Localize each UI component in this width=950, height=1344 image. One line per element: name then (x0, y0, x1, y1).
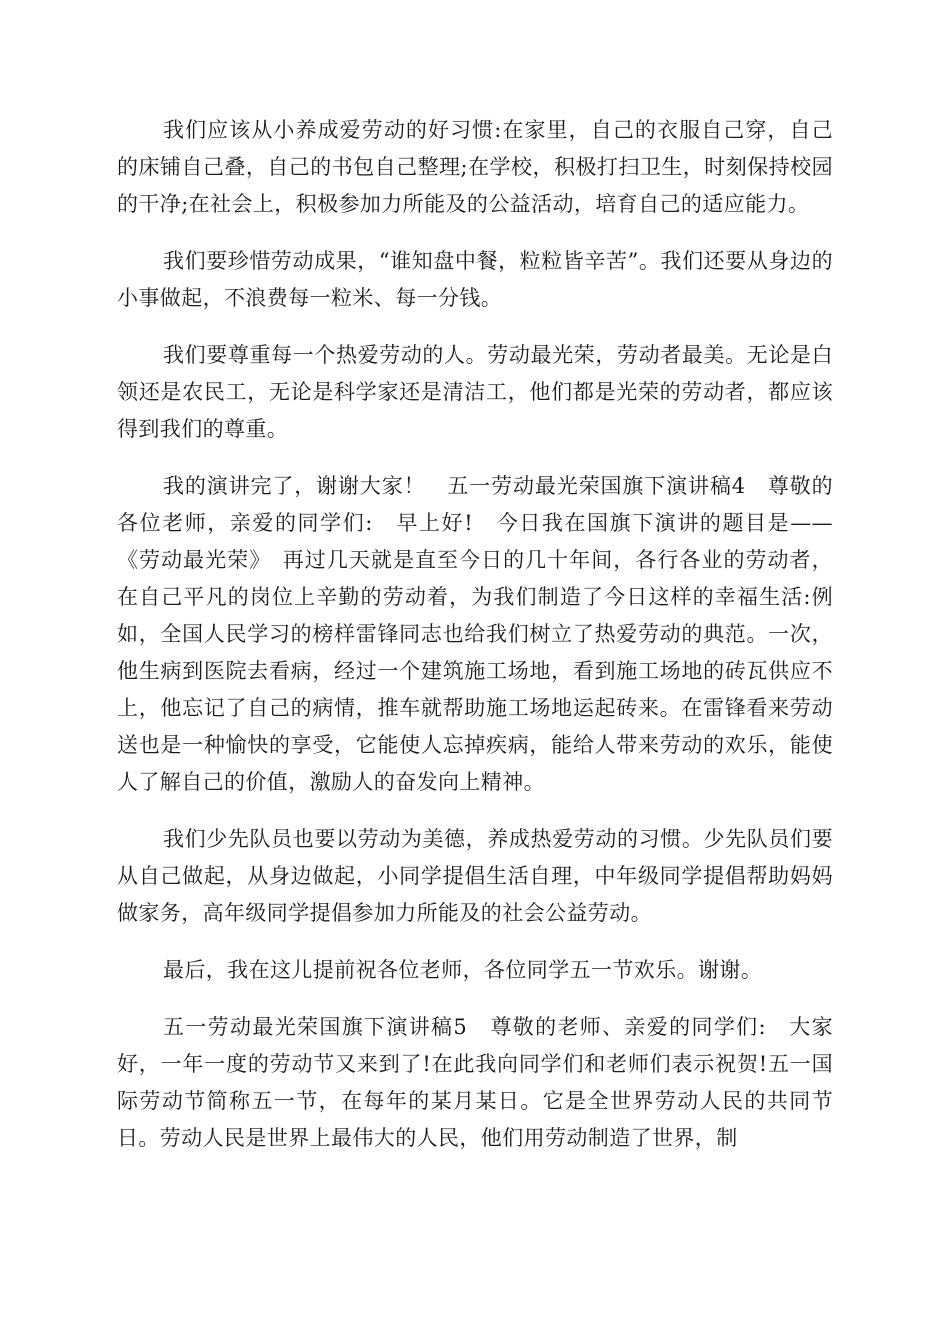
paragraph-3: 我们要尊重每一个热爱劳动的人。劳动最光荣，劳动者最美。无论是白领还是农民工，无论是科学家还是清洁工，他们都是光荣的劳动者，都应该得到我们的尊重。 (117, 343, 833, 441)
paragraph-1: 我们应该从小养成爱劳动的好习惯:在家里，自己的衣服自己穿，自己的床铺自己叠，自己的书包自己整理;在学校，积极打扫卫生，时刻保持校园的干净;在社会上，积极参加力所能及的公益活动，培育自己的适应能力。 (117, 118, 833, 216)
paragraph-4: 我的演讲完了，谢谢大家！ 五一劳动最光荣国旗下演讲稿4 尊敬的各位老师，亲爱的同学们: 早上好! 今日我在国旗下演讲的题目是——《劳动最光荣》 再过几天就是直至今日的几十年间，各行各业的劳动者，在自己平凡的岗位上辛勤的劳动着，为我们制造了今日这样的幸福生活:例如，全国人民学习的榜样雷锋同志也给我们树立了热爱劳动的典范。一次，他生病到医院去看病，经过一个建筑施工场地，看到施工场地的砖瓦供应不上，他忘记了自己的病情，推车就帮助施工场地运起砖来。在雷锋看来劳动送也是一种愉快的享受，它能使人忘掉疾病，能给人带来劳动的欢乐，能使人了解自己的价值，激励人的奋发向上精神。 (117, 474, 833, 794)
paragraph-2: 我们要珍惜劳动成果，“谁知盘中餐，粒粒皆辛苦”。我们还要从身边的小事做起，不浪费每一粒米、每一分钱。 (117, 249, 833, 310)
paragraph-7: 五一劳动最光荣国旗下演讲稿5 尊敬的老师、亲爱的同学们: 大家好，一年一度的劳动节又来到了!在此我向同学们和老师们表示祝贺!五一国际劳动节简称五一节，在每年的某月某日。它是全世界劳动人民的共同节日。劳动人民是世界上最伟大的人民，他们用劳动制造了世界，制 (117, 1015, 833, 1150)
paragraph-5: 我们少先队员也要以劳动为美德，养成热爱劳动的习惯。少先队员们要从自己做起，从身边做起，小同学提倡生活自理，中年级同学提倡帮助妈妈做家务，高年级同学提倡参加力所能及的社会公益劳动。 (117, 827, 833, 925)
document-body (117, 112, 833, 1177)
paragraph-6: 最后，我在这儿提前祝各位老师，各位同学五一节欢乐。谢谢。 (163, 958, 763, 982)
